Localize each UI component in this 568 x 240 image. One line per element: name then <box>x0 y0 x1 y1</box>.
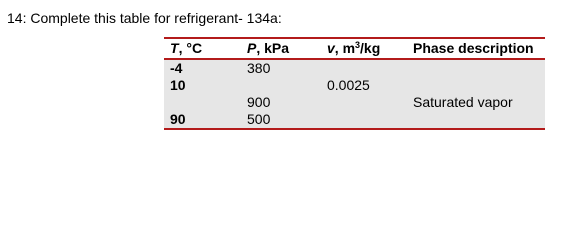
cell-phase-description <box>407 77 545 94</box>
header-pressure <box>241 38 321 59</box>
header-specific-volume <box>321 38 407 59</box>
header-temperature-symbol: T <box>170 40 179 56</box>
cell-phase-description: Saturated vapor <box>407 94 545 111</box>
data-table <box>164 37 545 130</box>
table-header-row <box>164 38 545 59</box>
cell-temperature: 90 <box>164 111 241 129</box>
table-row <box>164 111 545 129</box>
cell-phase-description <box>407 111 545 129</box>
cell-specific-volume <box>321 59 407 77</box>
header-pressure-unit: , kPa <box>256 40 290 56</box>
header-volume-symbol: v <box>327 40 335 56</box>
table-row <box>164 94 545 111</box>
header-volume-unit-post: /kg <box>360 40 381 56</box>
cell-pressure <box>241 77 321 94</box>
cell-specific-volume <box>321 111 407 129</box>
cell-temperature: 10 <box>164 77 241 94</box>
header-phase-description: Phase description <box>407 38 545 59</box>
cell-phase-description <box>407 59 545 77</box>
table-row <box>164 59 545 77</box>
header-pressure-symbol: P <box>247 40 257 56</box>
header-temperature-unit: , °C <box>178 40 203 56</box>
cell-temperature <box>164 94 241 111</box>
header-volume-unit-pre: , m <box>334 40 356 56</box>
cell-pressure: 380 <box>241 59 321 77</box>
header-volume-unit-sup: 3 <box>355 40 361 50</box>
cell-specific-volume <box>321 94 407 111</box>
question-text: 14: Complete this table for refrigerant- 134a: <box>7 10 282 26</box>
cell-specific-volume: 0.0025 <box>321 77 407 94</box>
cell-pressure: 500 <box>241 111 321 129</box>
cell-temperature: -4 <box>164 59 241 77</box>
refrigerant-table <box>164 37 545 130</box>
cell-pressure: 900 <box>241 94 321 111</box>
table-row <box>164 77 545 94</box>
header-temperature <box>164 38 241 59</box>
